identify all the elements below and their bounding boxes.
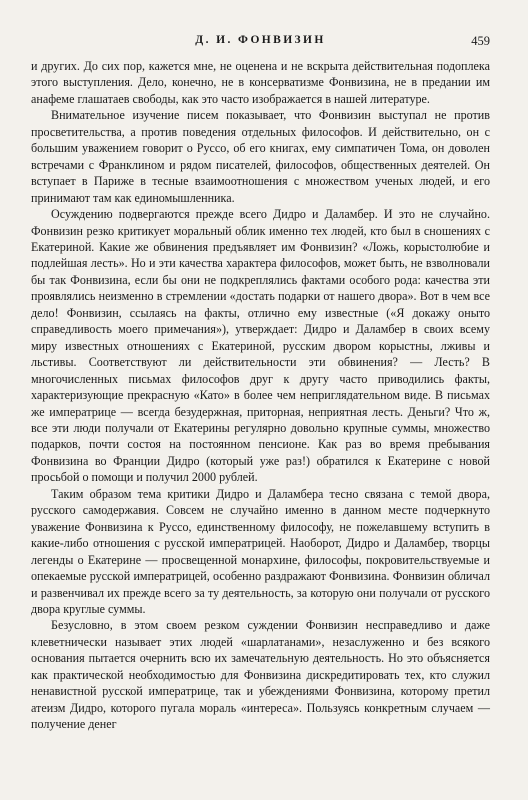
body-text: [31, 58, 490, 733]
paragraph-2: Внимательное изучение писем показывает, что Фонвизин выступал не против просветительства, а против поведения отдельных философов. И действительно, он с большим уважением говорит о Руссо, об его книгах, ему симпатичен Тома, он доволен встречами с Франклином и рядом писателей, философов, общественных деятелей. Он вступает в Париже в тесные взаимоотношения с множеством ученых людей, и его принимают там как единомышленника.: [31, 108, 490, 205]
paragraph-3: Осуждению подвергаются прежде всего Дидро и Даламбер. И это не случайно. Фонвизин резко критикует моральный облик именно тех людей, кто был в сношениях с Екатериной. Какие же обвинения предъявляет им Фонвизин? «Ложь, корыстолюбие и подлейшая лесть». Но и эти качества характера философов, может быть, не взволновали бы так Фонвизина, если бы они не подкреплялись фактами особого рода: качества эти проявлялись неизменно в стремлении «достать подарки от нашего двора». Вот в чем все дело! Фонвизин, ссылаясь на факты, отлично ему известные («Я докажу оныто справедливость моего примечания»), утверждает: Дидро и Даламбер в своих всему миру известных отношениях с Екатериной, русским двором корыстны, лживы и льстивы. Соответствуют ли действительности эти обвинения? — Лесть? В многочисленных письмах философов друг к другу часто приводились факты, характеризующие прекрасную «Като» в более чем неприглядательном виде. В письмах же императрице — всегда безудержная, приторная, неприятная лесть. Деньги? Что ж, все эти люди получали от Екатерины регулярно довольно крупные суммы, множество подарков, почти состоя на постоянном пенсионе. Как раз во время пребывания Фонвизина во Франции Дидро (который уже раз!) обратился к Екатерине с новой просьбой о помощи и получил 2000 рублей.: [31, 207, 490, 485]
paragraph-4: Таким образом тема критики Дидро и Даламбера тесно связана с темой двора, русского самодержавия. Совсем не случайно именно в данном месте подчеркнуто уважение Фонвизина к Руссо, единственному философу, не пожелавшему вступить в какие-либо отношения с русской императрицей. Наоборот, Дидро и Даламбер, творцы легенды о Екатерине — просвещенной монархине, философы, покровительствуемые и опекаемые русской императрицей, особенно раздражают Фонвизина. Фонвизин обличал и развенчивал их прежде всего за ту деятельность, за которую они получали от русского двора круглые суммы.: [31, 486, 490, 616]
running-title: Д. И. ФОНВИЗИН: [195, 34, 326, 46]
running-header: [31, 34, 490, 54]
paragraph-1: и других. До сих пор, кажется мне, не оценена и не вскрыта действительная подоплека этого выступления. Дело, конечно, не в консерватизме Фонвизина, не в предании им анафеме глашатаев свободы, как это часто изображается в нашей литературе.: [31, 59, 490, 106]
paragraph-5: Безусловно, в этом своем резком суждении Фонвизин несправедливо и даже клеветнически называет этих людей «шарлатанами», незаслуженно и без всякого основания пытается очернить всю их замечательную деятельность. Но это объясняется как практической необходимостью для Фонвизина дискредитировать тех, кто служил ненавистной русской императрице, так и убеждениями Фонвизина, которому претил атеизм Дидро, которого пугала мораль «интереса». Пользуясь конкретным случаем — получение денег: [31, 618, 490, 732]
page-number: 459: [471, 34, 490, 48]
